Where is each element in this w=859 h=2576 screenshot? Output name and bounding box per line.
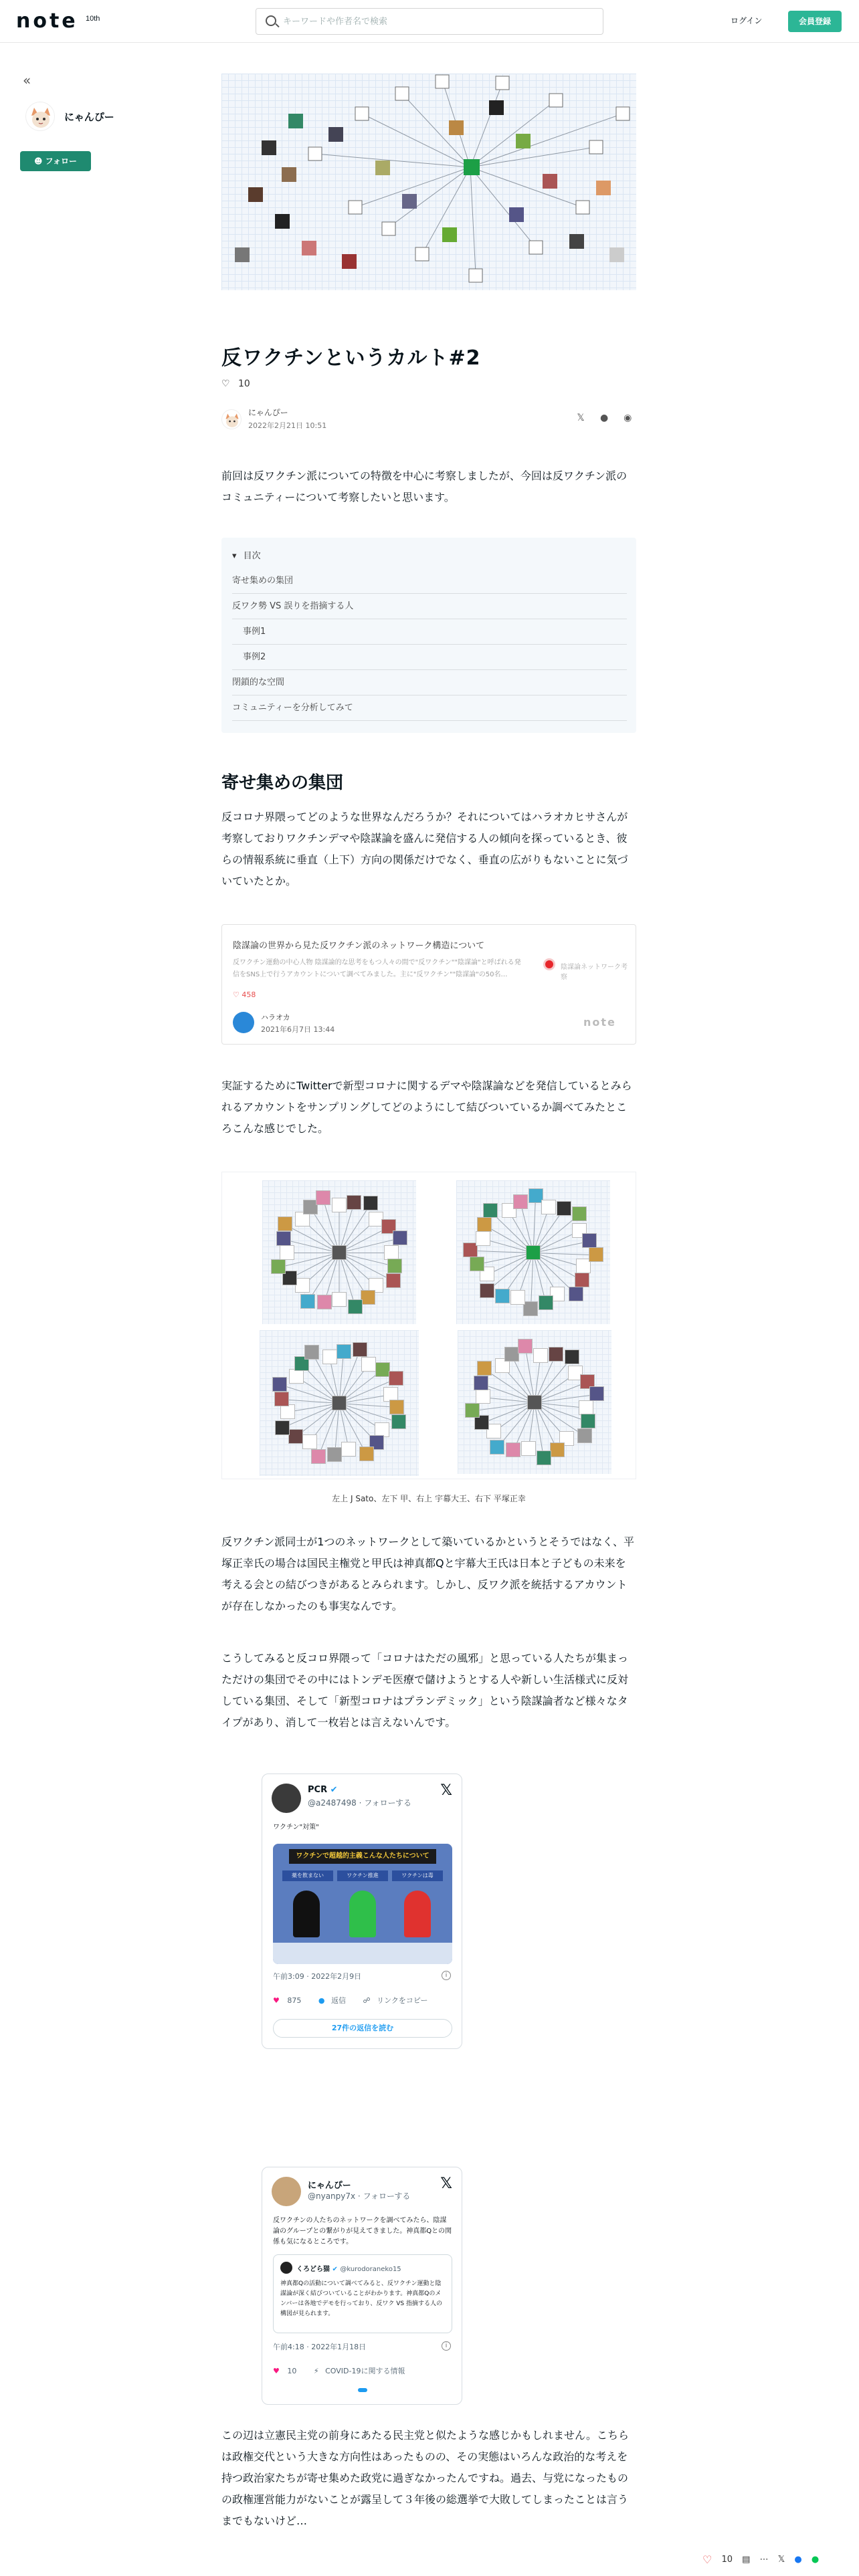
network-account-node bbox=[300, 1294, 315, 1309]
tweet-like-count: 875 bbox=[287, 1996, 302, 2005]
network-account-node bbox=[569, 1287, 583, 1301]
body-paragraph: 反ワクチン派同士が1つのネットワークとして築いているかというとそうではなく、平塚正幸氏の場合は国民主権党と甲氏は神真都Qと宇幕大王氏は日本と子どもの未来を考える会との結びつきがあるとみられます。しかし、反ワク派を統括するアカウントが存在しなかったのも事実なんです。 bbox=[221, 1535, 635, 1612]
quoted-tweet[interactable] bbox=[273, 2254, 452, 2333]
toc-item[interactable]: 寄せ集めの集団 bbox=[232, 568, 627, 594]
embed-like-count bbox=[233, 990, 256, 999]
network-account-node bbox=[521, 1441, 536, 1456]
author-avatar[interactable] bbox=[221, 409, 242, 429]
like-count-value: 10 bbox=[238, 379, 250, 389]
note-logo[interactable]: note bbox=[16, 9, 78, 33]
tweet-image-column-label: ワクチン推進 bbox=[337, 1870, 388, 1881]
network-account-node bbox=[476, 1389, 490, 1404]
toc-item[interactable]: 反ワク勢 VS 誤りを指摘する人 bbox=[232, 594, 627, 619]
magazine-add-icon[interactable]: ▤ bbox=[742, 2555, 751, 2565]
tweet-avatar[interactable] bbox=[272, 2177, 301, 2206]
network-account-node bbox=[476, 1231, 490, 1246]
network-account-node bbox=[523, 1301, 538, 1316]
network-account-node bbox=[384, 1245, 399, 1260]
embedded-tweet[interactable] bbox=[262, 2167, 462, 2405]
toc-heading: 目次 bbox=[243, 551, 261, 561]
heart-icon[interactable]: ♡ bbox=[221, 379, 230, 389]
heart-icon[interactable]: ♥ bbox=[273, 1996, 280, 2005]
tweet-copy-link-label[interactable]: リンクをコピー bbox=[377, 1996, 428, 2005]
logo-anniversary-badge: 10th bbox=[86, 15, 100, 23]
tweet-image-column-label: 薬を飲まない bbox=[282, 1870, 333, 1881]
cat-avatar-icon bbox=[222, 410, 242, 429]
more-icon[interactable]: ⋯ bbox=[759, 2555, 769, 2565]
tweet-actions bbox=[273, 2365, 452, 2376]
network-account-node bbox=[504, 1347, 519, 1362]
network-account-node bbox=[465, 1403, 480, 1418]
network-account-node bbox=[495, 1289, 510, 1303]
line-share-icon[interactable]: ● bbox=[811, 2555, 820, 2565]
tweet-handle[interactable]: @a2487498 · フォローする bbox=[308, 1798, 412, 1808]
quoted-tweet-avatar bbox=[280, 2262, 292, 2274]
info-icon[interactable]: i bbox=[442, 1971, 451, 1980]
network-account-node bbox=[389, 1400, 404, 1414]
follow-button[interactable] bbox=[20, 151, 91, 171]
network-account-node bbox=[332, 1198, 347, 1212]
figure-caption: 左上 J Sato、左下 甲、右上 宇幕大王、右下 平塚正幸 bbox=[332, 1494, 526, 1503]
network-account-node bbox=[513, 1194, 528, 1209]
heart-icon: ♡ bbox=[233, 990, 240, 999]
network-account-node bbox=[347, 1195, 361, 1210]
network-account-node bbox=[589, 1386, 604, 1401]
body-paragraph: 反コロナ界隈ってどのような世界なんだろうか？それについてはハラオカヒサさんが考察しておりワクチンデマや陰謀論を盛んに発信する人の傾向を探っているとき、彼らの情報系統に垂直（上下）方向の関係だけでなく、垂直の広がりもないことに気づいていたとか。 bbox=[221, 811, 628, 887]
read-replies-button[interactable]: 27件の返信を読む bbox=[273, 2019, 452, 2038]
x-logo-icon[interactable]: 𝕏 bbox=[440, 2175, 452, 2192]
toc-item[interactable]: コミュニティーを分析してみて bbox=[232, 695, 627, 721]
network-account-node bbox=[557, 1201, 571, 1216]
table-of-contents bbox=[221, 538, 636, 733]
body-paragraph: こうしてみると反コロ界隈って「コロナはただの風邪」と思っている人たちが集まっただけの集団でその中にはトンデモ医療で儲けようとする人や新しい生活様式に反対している集団、そして「新型コロナはプランデミック」という陰謀論者など様々なタイプがあり、消して一枚岩とは言えないんです。 bbox=[221, 1652, 629, 1729]
network-account-node bbox=[353, 1342, 367, 1357]
tweet-image-banner: ワクチンで超越的主義こんな人たちについて bbox=[289, 1849, 436, 1864]
tweet-avatar[interactable] bbox=[272, 1784, 301, 1813]
network-account-node bbox=[359, 1446, 374, 1461]
article-title: 反ワクチンというカルト#2 bbox=[221, 346, 481, 370]
link-icon[interactable]: ☍ bbox=[363, 1996, 371, 2005]
line-share-icon[interactable]: ◉ bbox=[624, 413, 632, 423]
embed-description: 反ワクチン運動の中心人物 陰謀論的な思考をもつ人々の間で"反ワクチン""陰謀論"と呼ばれる発信をSNS上で行うアカウントについて調べてみました。主に"反ワクチン""陰謀論"の50名… bbox=[233, 959, 521, 978]
info-icon[interactable]: i bbox=[442, 2341, 451, 2351]
network-account-node bbox=[317, 1295, 332, 1309]
intro-paragraph: 前回は反ワクチン派についての特徴を中心に考察しましたが、今回は反ワクチン派のコミュニティーについて考察したいと思います。 bbox=[221, 469, 628, 504]
network-account-node bbox=[304, 1345, 319, 1360]
network-account-node bbox=[490, 1440, 504, 1455]
section-heading: 寄せ集めの集団 bbox=[221, 773, 344, 793]
network-account-node bbox=[322, 1350, 337, 1364]
top-navigation-bar bbox=[0, 0, 859, 43]
network-hub-node bbox=[332, 1245, 347, 1260]
network-cluster-top-left bbox=[262, 1180, 416, 1324]
search-box[interactable] bbox=[256, 8, 603, 35]
follow-button-label: フォロー bbox=[45, 156, 78, 166]
network-account-node bbox=[541, 1200, 556, 1214]
embed-thumbnail bbox=[520, 937, 628, 997]
network-account-node bbox=[533, 1348, 548, 1363]
network-graph-illustration bbox=[221, 74, 636, 290]
network-account-node bbox=[549, 1347, 563, 1362]
author-name[interactable]: にゃんぴー bbox=[248, 408, 288, 417]
network-account-node bbox=[575, 1273, 589, 1287]
network-account-node bbox=[288, 1429, 303, 1444]
embed-title: 陰謀論の世界から見た反ワクチン派のネットワーク構造について bbox=[233, 941, 485, 951]
tweet-image-footer bbox=[273, 1943, 452, 1964]
caret-down-icon: ▾ bbox=[232, 551, 237, 561]
tweet-handle[interactable]: @nyanpy7x · フォローする bbox=[308, 2191, 411, 2201]
floating-like-count: 10 bbox=[721, 2555, 733, 2565]
facebook-share-icon[interactable]: ● bbox=[794, 2555, 802, 2565]
signup-button[interactable]: 会員登録 bbox=[788, 11, 842, 32]
network-hub-node bbox=[527, 1395, 542, 1410]
network-account-node bbox=[271, 1259, 286, 1274]
user-plus-icon: ☻ bbox=[33, 156, 43, 166]
network-cluster-bottom-right bbox=[458, 1330, 611, 1474]
tweet-reply-label[interactable]: 返信 bbox=[330, 1996, 346, 2005]
facebook-share-icon[interactable]: ● bbox=[599, 413, 609, 423]
network-account-node bbox=[327, 1447, 342, 1462]
creator-avatar[interactable] bbox=[25, 102, 55, 131]
toc-item[interactable]: 事例2 bbox=[232, 645, 627, 670]
network-account-node bbox=[510, 1290, 525, 1305]
network-account-node bbox=[518, 1339, 533, 1354]
embed-like-value: 458 bbox=[242, 990, 256, 999]
quoted-tweet-handle: @kurodoraneko15 bbox=[340, 2266, 401, 2273]
heart-icon[interactable]: ♥ bbox=[273, 2367, 280, 2375]
record-dot-icon bbox=[543, 958, 555, 970]
network-account-node bbox=[581, 1414, 595, 1428]
x-logo-icon[interactable]: 𝕏 bbox=[440, 1782, 452, 1799]
network-account-node bbox=[289, 1369, 304, 1384]
network-account-node bbox=[316, 1190, 330, 1205]
tweet-timestamp[interactable]: 午前4:18 · 2022年1月18日 bbox=[273, 2343, 367, 2351]
embed-author-name: ハラオカ bbox=[261, 1013, 290, 1022]
network-account-node bbox=[311, 1449, 326, 1464]
silhouette-figure bbox=[349, 1891, 376, 1937]
network-account-node bbox=[272, 1377, 287, 1392]
x-share-icon[interactable]: 𝕏 bbox=[777, 2555, 785, 2565]
network-account-node bbox=[302, 1434, 317, 1449]
tweet-timestamp[interactable]: 午前3:09 · 2022年2月9日 bbox=[273, 1972, 362, 1981]
network-edge bbox=[533, 1241, 589, 1253]
network-account-node bbox=[539, 1295, 553, 1310]
network-account-node bbox=[506, 1442, 520, 1457]
quoted-tweet-author bbox=[296, 2263, 401, 2273]
toc-item[interactable]: 閉鎖的な空間 bbox=[232, 670, 627, 695]
hero-network-image bbox=[221, 74, 636, 290]
network-account-node bbox=[337, 1344, 351, 1359]
tweet-loading-indicator bbox=[273, 2388, 452, 2395]
network-account-node bbox=[589, 1247, 603, 1262]
tweet-text: 反ワクチンの人たちのネットワークを調べてみたら、陰謀論のグループとの繋がりが見えてきました。神真都Qとの関係も気になるところです。 bbox=[273, 2217, 452, 2246]
network-account-node bbox=[274, 1392, 289, 1406]
body-paragraph: この辺は立憲民主党の前身にあたる民主党と似たような感じかもしれません。こちらは政権交代という大きな方向性はあったものの、その実態はいろんな政治的な考えを持つ政治家たちが寄せ集めた政党に過ぎなかったんですね。過去、与党になったものの政権運営能力がないことが露呈して３年後の総選挙で大敗してしまったことは言うまでもないけど… bbox=[221, 2429, 629, 2527]
network-account-node bbox=[480, 1283, 494, 1298]
search-icon bbox=[266, 15, 276, 26]
cat-avatar-icon bbox=[26, 102, 55, 131]
sidebar-collapse-button[interactable]: « bbox=[23, 72, 31, 88]
share-buttons bbox=[567, 411, 637, 424]
tweet-image[interactable] bbox=[273, 1844, 452, 1964]
network-account-node bbox=[361, 1357, 376, 1372]
network-account-node bbox=[389, 1371, 403, 1386]
embed-author-avatar bbox=[233, 1012, 254, 1033]
network-hub-node bbox=[526, 1245, 541, 1260]
network-account-node bbox=[363, 1196, 378, 1210]
body-paragraph: 実証するためにTwitterで新型コロナに関するデマや陰謀論などを発信しているとみられるアカウントをサンプリングしてどのようにして結びついているか調べてみたところこんな感じでした。 bbox=[221, 1079, 632, 1135]
network-cluster-top-right bbox=[456, 1180, 610, 1324]
tweet-author-name-text: PCR bbox=[308, 1785, 328, 1795]
embed-date: 2021年6月7日 13:44 bbox=[261, 1025, 335, 1034]
quoted-tweet-author-name: くろどら猫 bbox=[296, 2266, 330, 2273]
silhouette-figure bbox=[293, 1891, 320, 1937]
network-figure bbox=[221, 1172, 636, 1479]
network-account-node bbox=[391, 1414, 406, 1429]
network-account-node bbox=[280, 1245, 294, 1260]
note-embed-card[interactable] bbox=[221, 924, 636, 1045]
network-account-node bbox=[276, 1231, 291, 1246]
network-account-node bbox=[348, 1299, 363, 1314]
network-hub-node bbox=[332, 1396, 347, 1410]
network-account-node bbox=[477, 1217, 492, 1232]
reply-icon[interactable]: ● bbox=[318, 1996, 325, 2005]
search-input[interactable] bbox=[283, 14, 591, 29]
network-account-node bbox=[341, 1442, 356, 1457]
network-account-node bbox=[387, 1259, 402, 1273]
network-account-node bbox=[565, 1350, 579, 1364]
login-link[interactable]: ログイン bbox=[731, 16, 763, 25]
floating-action-bar bbox=[702, 2553, 856, 2572]
tweet-author-name[interactable] bbox=[308, 1785, 338, 1795]
network-account-node bbox=[577, 1428, 592, 1443]
tweet-image-column-label: ワクチンは毒 bbox=[392, 1870, 443, 1881]
network-account-node bbox=[582, 1233, 597, 1248]
network-account-node bbox=[386, 1273, 401, 1288]
tweet-actions bbox=[273, 1995, 452, 2006]
embed-thumbnail-title: 陰謀論ネットワーク考察 bbox=[561, 964, 628, 981]
network-account-node bbox=[275, 1420, 290, 1435]
network-account-node bbox=[550, 1442, 565, 1457]
verified-badge-icon: ✔ bbox=[332, 2266, 338, 2273]
note-embed-logo: note bbox=[583, 1016, 616, 1029]
network-account-node bbox=[470, 1257, 484, 1271]
network-cluster-bottom-left bbox=[260, 1330, 419, 1476]
toc-item[interactable]: 事例1 bbox=[232, 619, 627, 645]
embedded-tweet[interactable] bbox=[262, 1774, 462, 2049]
network-account-node bbox=[572, 1206, 587, 1221]
network-account-node bbox=[579, 1400, 593, 1415]
network-account-node bbox=[474, 1376, 488, 1390]
network-account-node bbox=[280, 1404, 295, 1419]
toc-toggle[interactable] bbox=[232, 548, 261, 561]
heart-icon[interactable]: ♡ bbox=[702, 2553, 712, 2566]
bolt-icon: ⚡ bbox=[313, 2367, 319, 2375]
network-account-node bbox=[537, 1451, 551, 1465]
network-account-node bbox=[278, 1216, 292, 1231]
network-account-node bbox=[332, 1292, 347, 1307]
verified-badge-icon: ✔ bbox=[330, 1785, 338, 1795]
network-edge bbox=[531, 1253, 534, 1309]
x-share-icon[interactable]: 𝕏 bbox=[577, 413, 585, 423]
article-like-count[interactable] bbox=[221, 379, 250, 389]
tweet-text: ワクチン"対策" bbox=[273, 1824, 319, 1831]
network-account-node bbox=[483, 1203, 498, 1218]
network-account-node bbox=[393, 1230, 407, 1245]
tweet-topic-label[interactable]: COVID-19に関する情報 bbox=[325, 2367, 405, 2375]
tweet-like-count: 10 bbox=[287, 2367, 297, 2375]
tweet-author-name[interactable]: にゃんぴー bbox=[308, 2181, 351, 2191]
creator-name[interactable]: にゃんぴー bbox=[64, 111, 114, 123]
quoted-tweet-text: 神真都Qの活動について調べてみると、反ワクチン運動と陰謀論が深く結びついていることがわかります。神真都Qのメンバーは各地でデモを行っており、反ワク VS 指摘する人の構図が見られます。 bbox=[280, 2280, 442, 2317]
network-account-node bbox=[477, 1361, 492, 1376]
publish-date: 2022年2月21日 10:51 bbox=[248, 421, 327, 430]
network-account-node bbox=[295, 1278, 310, 1293]
silhouette-figure bbox=[404, 1891, 431, 1937]
